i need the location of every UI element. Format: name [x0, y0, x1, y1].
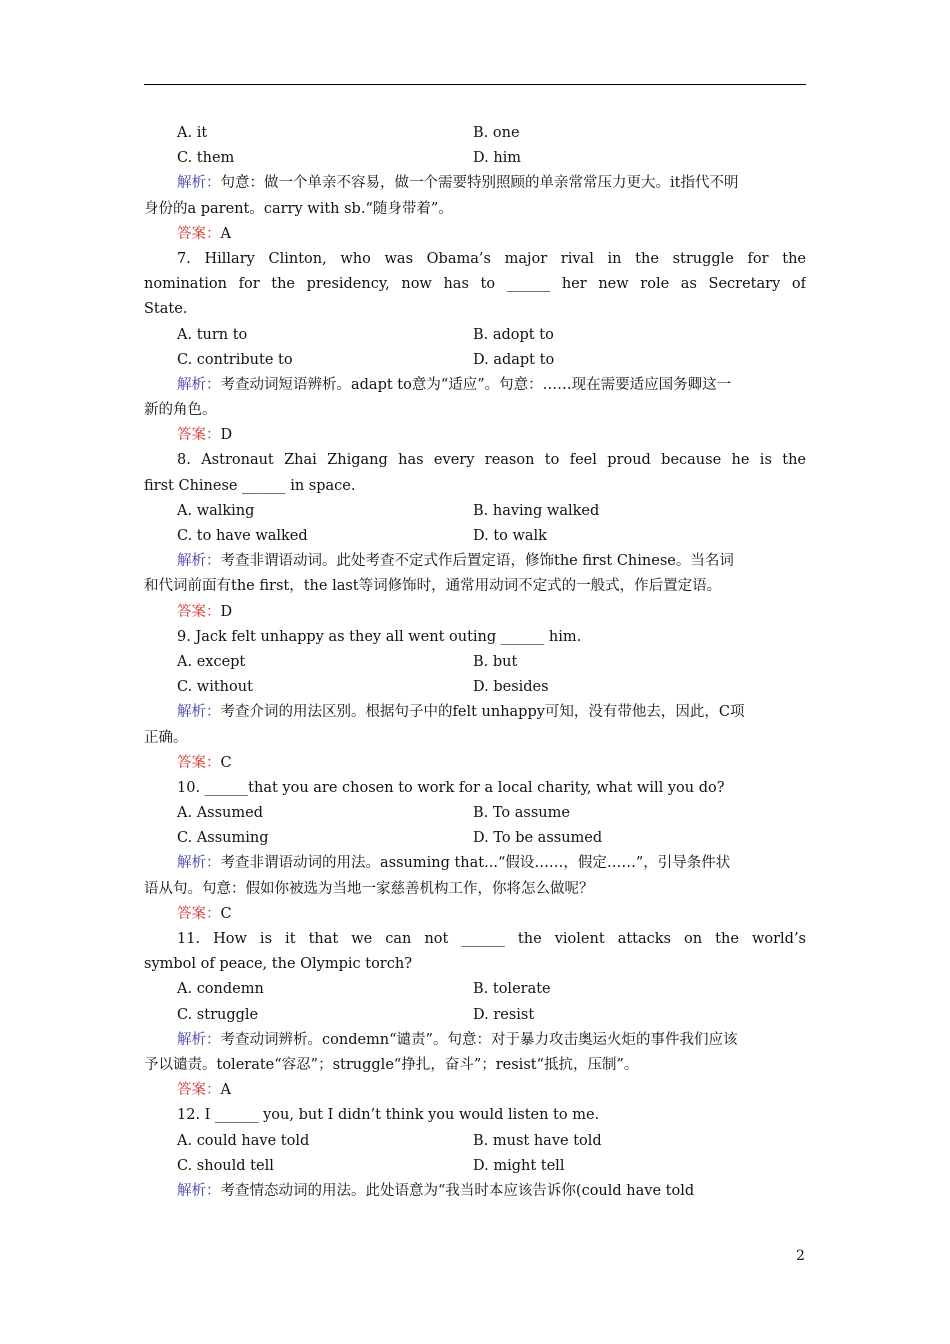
- analysis-label: 解析：: [177, 855, 221, 872]
- options-row: [144, 977, 806, 1002]
- option-c: C. should tell: [177, 1157, 274, 1174]
- option-b: B. adopt to: [473, 326, 554, 343]
- option-a: A. condemn: [177, 981, 264, 998]
- question-stem: 7. Hillary Clinton, who was Obama’s major rival in the struggle for the: [177, 250, 806, 267]
- option-d: D. him: [473, 150, 522, 167]
- option-a: A. walking: [177, 502, 255, 519]
- option-b: B. To assume: [473, 805, 570, 822]
- analysis-text: 考查非谓语动词。此处考查不定式作后置定语，修饰the first Chinese。当名词: [220, 553, 734, 570]
- analysis-label: 解析：: [177, 1031, 221, 1048]
- options-row: [144, 1129, 806, 1154]
- option-d: D. might tell: [473, 1157, 565, 1174]
- options-row: [144, 675, 806, 700]
- option-d: D. adapt to: [473, 351, 555, 368]
- question-stem: first Chinese ______ in space.: [144, 477, 356, 494]
- options-row: [144, 499, 806, 524]
- option-d: D. to walk: [473, 528, 547, 544]
- question-stem: 8. Astronaut Zhai Zhigang has every reason to feel proud because he is the: [177, 452, 806, 469]
- answer-line: [144, 222, 806, 247]
- answer-value: D: [220, 603, 233, 620]
- analysis-text: 句意：做一个单亲不容易，做一个需要特别照顾的单亲常常压力更大。it指代不明: [220, 175, 739, 192]
- answer-value: D: [220, 427, 233, 444]
- question-stem: 10. ______that you are chosen to work for a local charity, what will you do?: [177, 779, 725, 796]
- answer-value: A: [220, 1082, 231, 1099]
- analysis-line: 和代词前面有the first，the last等词修饰时，通常用动词不定式的一般式，作后置定语。: [144, 578, 722, 595]
- option-c: C. struggle: [177, 1006, 259, 1023]
- option-b: B. one: [473, 125, 520, 141]
- answer-label: 答案：: [177, 225, 221, 242]
- analysis-line: [144, 373, 806, 398]
- analysis-text: 考查动词辨析。condemn“谴责”。句意：对于暴力攻击奥运火炬的事件我们应该: [220, 1031, 738, 1048]
- option-b: B. but: [473, 653, 518, 670]
- option-c: C. contribute to: [177, 351, 293, 368]
- option-b: B. tolerate: [473, 981, 551, 998]
- answer-line: [144, 1078, 806, 1103]
- answer-line: [144, 600, 806, 625]
- header-rule: [144, 84, 806, 85]
- option-c: C. them: [177, 150, 235, 167]
- options-row: [144, 524, 806, 549]
- page-content: [144, 121, 806, 1204]
- analysis-label: 解析：: [177, 1182, 221, 1199]
- answer-line: [144, 902, 806, 927]
- options-row: [144, 650, 806, 675]
- option-a: A. it: [177, 125, 208, 141]
- analysis-line: [144, 700, 806, 725]
- options-row: [144, 826, 806, 851]
- analysis-text: 考查非谓语动词的用法。assuming that...“假设……，假定……”，引导条件状: [220, 855, 731, 872]
- answer-value: C: [220, 754, 232, 771]
- answer-label: 答案：: [177, 1082, 221, 1099]
- option-a: A. could have told: [177, 1132, 310, 1149]
- options-row: [144, 323, 806, 348]
- analysis-line: 身份的a parent。carry with sb.“随身带着”。: [144, 200, 453, 217]
- options-row: [144, 801, 806, 826]
- analysis-line: 予以谴责。tolerate“容忍”；struggle“挣扎，奋斗”；resist“抵抗，压制”。: [144, 1056, 639, 1073]
- option-d: D. resist: [473, 1006, 535, 1023]
- answer-line: [144, 751, 806, 776]
- options-row: [144, 1154, 806, 1179]
- analysis-text: 考查情态动词的用法。此处语意为“我当时本应该告诉你(could have told: [220, 1182, 695, 1199]
- analysis-label: 解析：: [177, 704, 221, 721]
- question-stem: 11. How is it that we can not ______ the violent attacks on the world’s: [177, 931, 806, 947]
- option-c: C. without: [177, 679, 253, 696]
- options-row: [144, 146, 806, 171]
- analysis-label: 解析：: [177, 553, 221, 570]
- option-b: B. must have told: [473, 1132, 602, 1149]
- option-a: A. Assumed: [177, 805, 263, 822]
- analysis-line: [144, 1179, 806, 1204]
- analysis-line: 正确。: [144, 729, 188, 746]
- option-a: A. except: [177, 653, 246, 670]
- answer-label: 答案：: [177, 905, 221, 922]
- analysis-line: 新的角色。: [144, 402, 217, 419]
- analysis-label: 解析：: [177, 376, 221, 393]
- answer-line: [144, 423, 806, 448]
- question-stem: 12. I ______ you, but I didn’t think you would listen to me.: [177, 1107, 600, 1124]
- answer-value: C: [220, 905, 232, 922]
- question-stem: symbol of peace, the Olympic torch?: [144, 956, 412, 973]
- option-c: C. to have walked: [177, 528, 308, 544]
- option-d: D. besides: [473, 679, 549, 696]
- analysis-text: 考查动词短语辨析。adapt to意为“适应”。句意：……现在需要适应国务卿这一: [220, 376, 732, 393]
- analysis-line: [144, 1028, 806, 1053]
- options-row: [144, 121, 806, 146]
- answer-label: 答案：: [177, 603, 221, 620]
- question-stem: State.: [144, 301, 188, 318]
- answer-label: 答案：: [177, 754, 221, 771]
- analysis-line: [144, 549, 806, 574]
- question-stem: nomination for the presidency, now has to ______ her new role as Secretary of: [144, 276, 806, 293]
- options-row: [144, 348, 806, 373]
- option-a: A. turn to: [177, 326, 248, 343]
- options-row: [144, 1003, 806, 1028]
- analysis-line: [144, 851, 806, 876]
- answer-value: A: [220, 225, 231, 242]
- analysis-label: 解析：: [177, 175, 221, 192]
- analysis-text: 考查介词的用法区别。根据句子中的felt unhappy可知，没有带他去，因此，C项: [220, 704, 745, 721]
- option-d: D. To be assumed: [473, 830, 603, 847]
- option-b: B. having walked: [473, 502, 600, 519]
- option-c: C. Assuming: [177, 830, 269, 847]
- page-number: 2: [796, 1248, 805, 1264]
- analysis-line: [144, 171, 806, 196]
- analysis-line: 语从句。句意：假如你被选为当地一家慈善机构工作，你将怎么做呢？: [144, 880, 594, 897]
- answer-label: 答案：: [177, 427, 221, 444]
- question-stem: 9. Jack felt unhappy as they all went outing ______ him.: [177, 628, 582, 645]
